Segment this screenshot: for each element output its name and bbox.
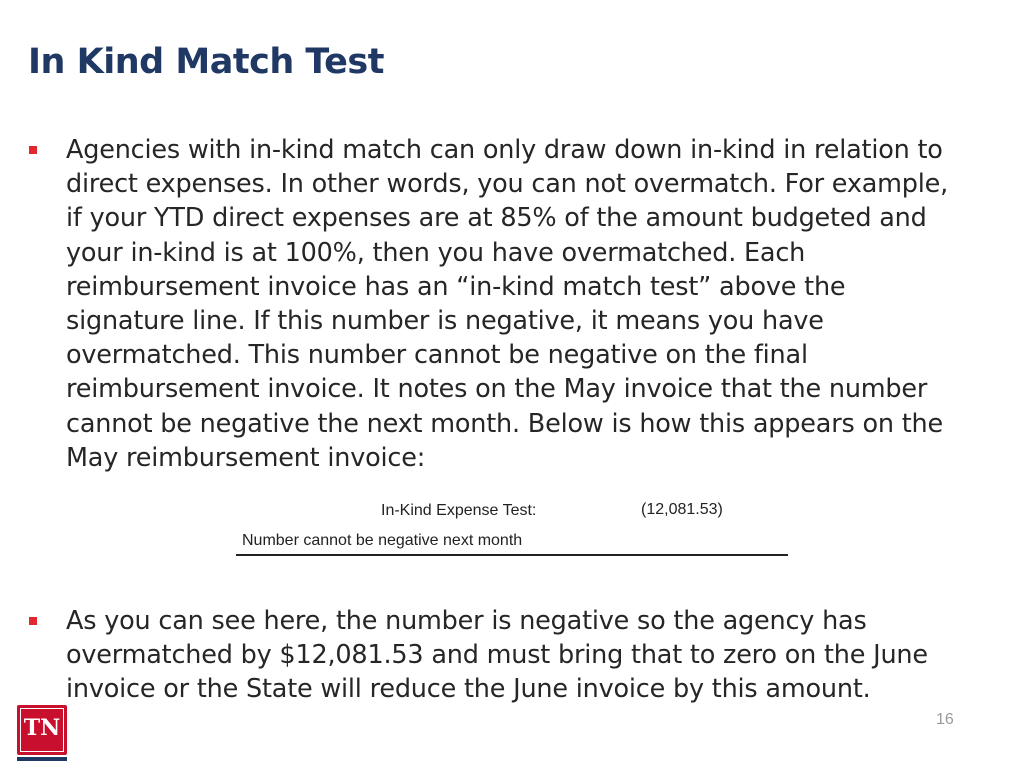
text-line: direct expenses. In other words, you can not overmatch. For example, [66, 169, 949, 200]
text-line: invoice or the State will reduce the June invoice by this amount. [66, 674, 871, 705]
text-line: reimbursement invoice has an “in-kind match test” above the [66, 271, 846, 302]
logo-underline [17, 757, 67, 761]
signature-rule [236, 554, 788, 556]
tn-logo [17, 705, 67, 755]
bullet-marker [29, 617, 37, 625]
negative-note: Number cannot be negative next month [242, 532, 523, 549]
text-line: cannot be negative the next month. Below is how this appears on the [66, 408, 943, 439]
bullet-paragraph-1 [66, 133, 996, 475]
bullet-marker [29, 146, 37, 154]
logo-text: TN [23, 715, 61, 741]
text-line: May reimbursement invoice: [66, 442, 426, 473]
text-line: overmatched by $12,081.53 and must bring that to zero on the June [66, 640, 928, 671]
text-line: reimbursement invoice. It notes on the May invoice that the number [66, 374, 928, 405]
text-line: if your YTD direct expenses are at 85% of the amount budgeted and [66, 203, 927, 234]
text-line: overmatched. This number cannot be negative on the final [66, 340, 808, 371]
bullet-paragraph-2 [66, 604, 996, 707]
text-line: your in-kind is at 100%, then you have overmatched. Each [66, 237, 806, 268]
text-line: signature line. If this number is negative, it means you have [66, 306, 824, 337]
invoice-excerpt-image [236, 496, 788, 560]
text-line: As you can see here, the number is negative so the agency has [66, 606, 867, 636]
expense-test-value: (12,081.53) [641, 501, 723, 518]
page-number: 16 [936, 711, 954, 728]
slide-title: In Kind Match Test [28, 42, 384, 82]
text-line: Agencies with in-kind match can only draw down in-kind in relation to [66, 135, 943, 165]
expense-test-label: In-Kind Expense Test: [381, 502, 537, 519]
